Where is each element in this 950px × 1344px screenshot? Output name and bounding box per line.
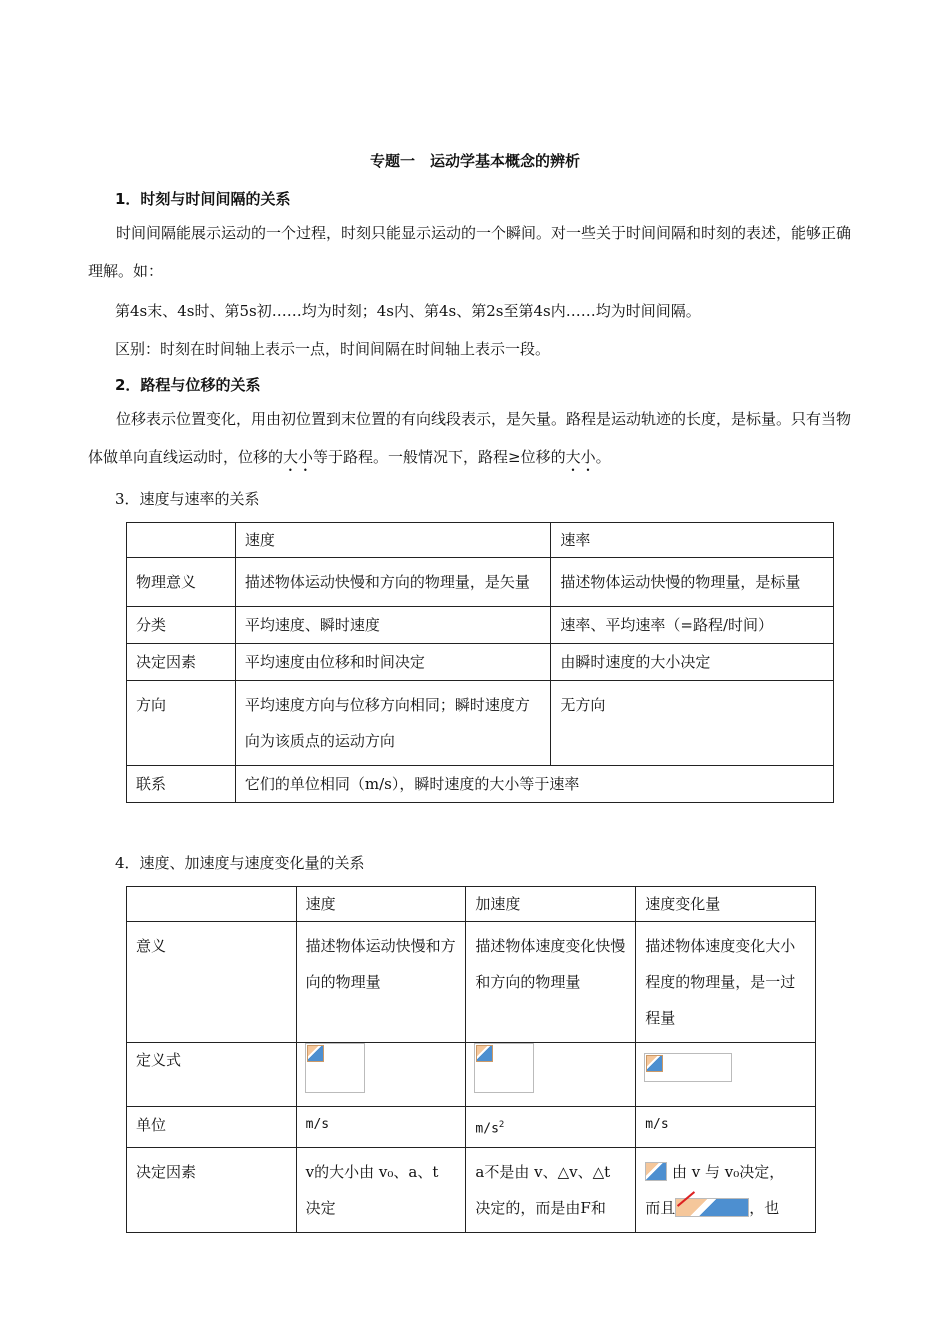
section-2-heading: 2．路程与位移的关系: [115, 376, 261, 394]
speed-vs-rate-table: [126, 522, 834, 803]
formula-velocity-change-image: [644, 1053, 732, 1082]
table-row: [127, 1107, 816, 1148]
broken-image-icon: [307, 1045, 324, 1062]
section-1-heading: 1．时刻与时间间隔的关系: [115, 190, 291, 208]
section-4-heading: 4．速度、加速度与速度变化量的关系: [115, 854, 365, 872]
table-cell: 平均速度由位移和时间决定: [235, 644, 551, 681]
table-cell: 联系: [127, 766, 236, 803]
section-2-paragraph: [88, 400, 863, 476]
table-row: [127, 681, 834, 766]
formula-image-icon: [675, 1190, 749, 1226]
table-cell: [466, 1043, 636, 1107]
table-cell: 它们的单位相同（m/s），瞬时速度的大小等于速率: [235, 766, 833, 803]
table-cell: 描述物体运动快慢和方向的物理量，是矢量: [235, 558, 551, 607]
table-cell: [636, 1043, 816, 1107]
section-1-paragraph: 时间间隔能展示运动的一个过程，时刻只能显示运动的一个瞬间。对一些关于时间间隔和时刻的表述，能够正确理解。如：: [88, 224, 852, 280]
table-row: [127, 922, 816, 1043]
table-cell: 决定因素: [127, 644, 236, 681]
table-cell: 速度: [296, 887, 466, 922]
table-cell: [466, 1107, 636, 1148]
emphasis-magnitude-2: 大小: [565, 448, 596, 466]
unit-exponent: 2: [498, 1120, 505, 1130]
table-cell: [127, 887, 297, 922]
table-row: [127, 607, 834, 644]
table-cell: 无方向: [551, 681, 834, 766]
page-title: 专题一 运动学基本概念的辨析: [369, 152, 580, 170]
unit-acceleration: m/s: [475, 1121, 499, 1137]
section-2-text-b: 等于路程。一般情况下，路程≥位移的: [313, 448, 566, 466]
table-cell: 平均速度、瞬时速度: [235, 607, 551, 644]
emphasis-magnitude-1: 大小: [283, 448, 314, 466]
table-row: [127, 558, 834, 607]
table-cell: m/s: [636, 1107, 816, 1148]
table-cell: 由瞬时速度的大小决定: [551, 644, 834, 681]
table-row: [127, 766, 834, 803]
table-cell: 速度变化量: [636, 887, 816, 922]
factor-dv-text-3: ，也: [749, 1199, 780, 1218]
table-cell: v的大小由 v₀、a、t 决定: [296, 1148, 466, 1233]
table-cell: 分类: [127, 607, 236, 644]
table-cell: 速率: [551, 523, 834, 558]
table-cell: 意义: [127, 922, 297, 1043]
formula-acceleration-image: [474, 1043, 534, 1093]
table-cell: 方向: [127, 681, 236, 766]
table-cell: 描述物体速度变化快慢和方向的物理量: [466, 922, 636, 1043]
formula-image-icon: [645, 1162, 667, 1181]
velocity-acceleration-table: [126, 886, 816, 1233]
table-row: [127, 1043, 816, 1107]
table-cell: 速率、平均速率（=路程/时间）: [551, 607, 834, 644]
formula-velocity-image: [305, 1043, 365, 1093]
table-cell: [636, 1148, 816, 1233]
table-cell: 描述物体运动快慢和方向的物理量: [296, 922, 466, 1043]
table-cell: 定义式: [127, 1043, 297, 1107]
table-cell: m/s: [296, 1107, 466, 1148]
table-row: [127, 523, 834, 558]
table-row: [127, 644, 834, 681]
broken-image-icon: [646, 1055, 663, 1072]
table-cell: [296, 1043, 466, 1107]
section-2-text-c: 。: [595, 448, 611, 466]
factor-dv-text-2: 而且: [645, 1199, 676, 1218]
table-row: [127, 887, 816, 922]
broken-image-icon: [476, 1045, 493, 1062]
table-cell: a不是由 v、△v、△t 决定的，而是由F和: [466, 1148, 636, 1233]
table-cell: 物理意义: [127, 558, 236, 607]
table-cell: 速度: [235, 523, 551, 558]
table-cell: 加速度: [466, 887, 636, 922]
table-cell: 描述物体速度变化大小程度的物理量，是一过程量: [636, 922, 816, 1043]
section-2-text-a: 位移表示位置变化，用由初位置到末位置的有向线段表示，是矢量。路程是运动轨迹的长度，是标量。只有当物体做单向直线运动时，位移的: [88, 410, 852, 466]
table-cell: [127, 523, 236, 558]
table-row: [127, 1148, 816, 1233]
section-1-example: 第4s末、4s时、第5s初……均为时刻；4s内、第4s、第2s至第4s内……均为时间间隔。: [115, 302, 701, 320]
table-cell: 单位: [127, 1107, 297, 1148]
factor-dv-text-1: 由 v 与 v₀决定，: [671, 1163, 785, 1182]
table-cell: 描述物体运动快慢的物理量，是标量: [551, 558, 834, 607]
table-cell: 决定因素: [127, 1148, 297, 1233]
section-3-heading: 3．速度与速率的关系: [115, 490, 260, 508]
table-cell: 平均速度方向与位移方向相同；瞬时速度方向为该质点的运动方向: [235, 681, 551, 766]
section-1-difference: 区别：时刻在时间轴上表示一点，时间间隔在时间轴上表示一段。: [115, 340, 551, 358]
